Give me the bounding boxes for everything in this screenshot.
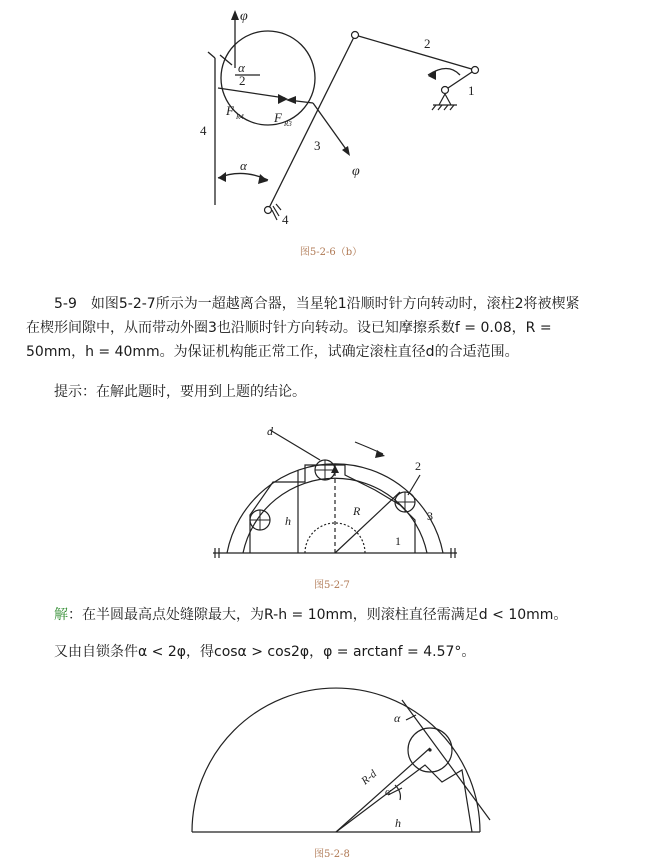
label-2-roller: 2 bbox=[239, 73, 246, 88]
wedge-profile bbox=[336, 765, 472, 832]
label-4-bottom: 4 bbox=[282, 212, 289, 227]
label-3: 3 bbox=[427, 509, 433, 523]
pivot-right bbox=[472, 67, 479, 74]
label-phi-top: φ bbox=[240, 9, 248, 24]
solution-line-2: 又由自锁条件α < 2φ，得cosα > cos2φ，φ = arctanf = 4.57°。 bbox=[54, 644, 476, 660]
pivot-crank bbox=[442, 87, 449, 94]
label-alpha-bottom: α bbox=[240, 158, 247, 173]
label-fr4: F bbox=[226, 103, 234, 118]
label-r-minus-d: R-d bbox=[359, 767, 380, 788]
figure-5-2-7 bbox=[205, 420, 465, 574]
label-3: 3 bbox=[314, 138, 321, 153]
semicircle bbox=[192, 688, 480, 832]
solution-text-1: ：在半圆最高点处缝隙最大，为R-h = 10mm，则滚柱直径需满足d < 10mm。 bbox=[68, 607, 568, 623]
caption-fig-5-2-6: 图5-2-6（b） bbox=[299, 247, 363, 258]
label-fr3: F bbox=[274, 110, 282, 125]
label-R: R bbox=[353, 504, 361, 518]
label-fr3-sub: R3 bbox=[284, 120, 292, 128]
solution-line-1 bbox=[54, 603, 644, 627]
caption-fig-5-2-7: 图5-2-7 bbox=[314, 580, 350, 591]
pivot-bottom bbox=[265, 207, 272, 214]
tangent-line bbox=[402, 700, 490, 820]
label-alpha-top: α bbox=[238, 60, 245, 75]
label-alpha-top: α bbox=[394, 711, 401, 725]
roller-circle bbox=[221, 31, 315, 125]
caption-fig-5-2-8: 图5-2-8 bbox=[314, 849, 350, 860]
problem-line-2: 在楔形间隙中，从而带动外圈3也沿顺时针方向转动。设已知摩擦系数f = 0.08，R = bbox=[26, 320, 552, 336]
radius-line bbox=[336, 748, 430, 832]
label-h: h bbox=[285, 514, 291, 528]
solution-label: 解 bbox=[54, 607, 68, 623]
label-fr4-sub: R4 bbox=[236, 113, 244, 121]
problem-line-3: 50mm，h = 40mm。为保证机构能正常工作，试确定滚柱直径d的合适范围。 bbox=[26, 344, 519, 360]
label-phi-bottom: φ bbox=[352, 164, 360, 179]
label-alpha-mid: α bbox=[385, 786, 391, 798]
link-2-line bbox=[355, 35, 475, 70]
label-d: d bbox=[267, 424, 273, 438]
hint-text: 提示：在解此题时，要用到上题的结论。 bbox=[54, 384, 306, 400]
label-4-left: 4 bbox=[200, 123, 207, 138]
problem-text bbox=[26, 292, 638, 364]
label-1: 1 bbox=[395, 534, 401, 548]
figure-5-2-6 bbox=[180, 0, 510, 244]
figure-5-2-8 bbox=[180, 670, 510, 844]
pivot-top bbox=[352, 32, 359, 39]
label-1: 1 bbox=[468, 83, 475, 98]
label-2: 2 bbox=[415, 459, 421, 473]
label-2-link: 2 bbox=[424, 36, 431, 51]
problem-line-1: 5-9 如图5-2-7所示为一超越离合器，当星轮1沿顺时针方向转动时，滚柱2将被楔紧 bbox=[54, 296, 580, 312]
label-h: h bbox=[395, 816, 401, 830]
